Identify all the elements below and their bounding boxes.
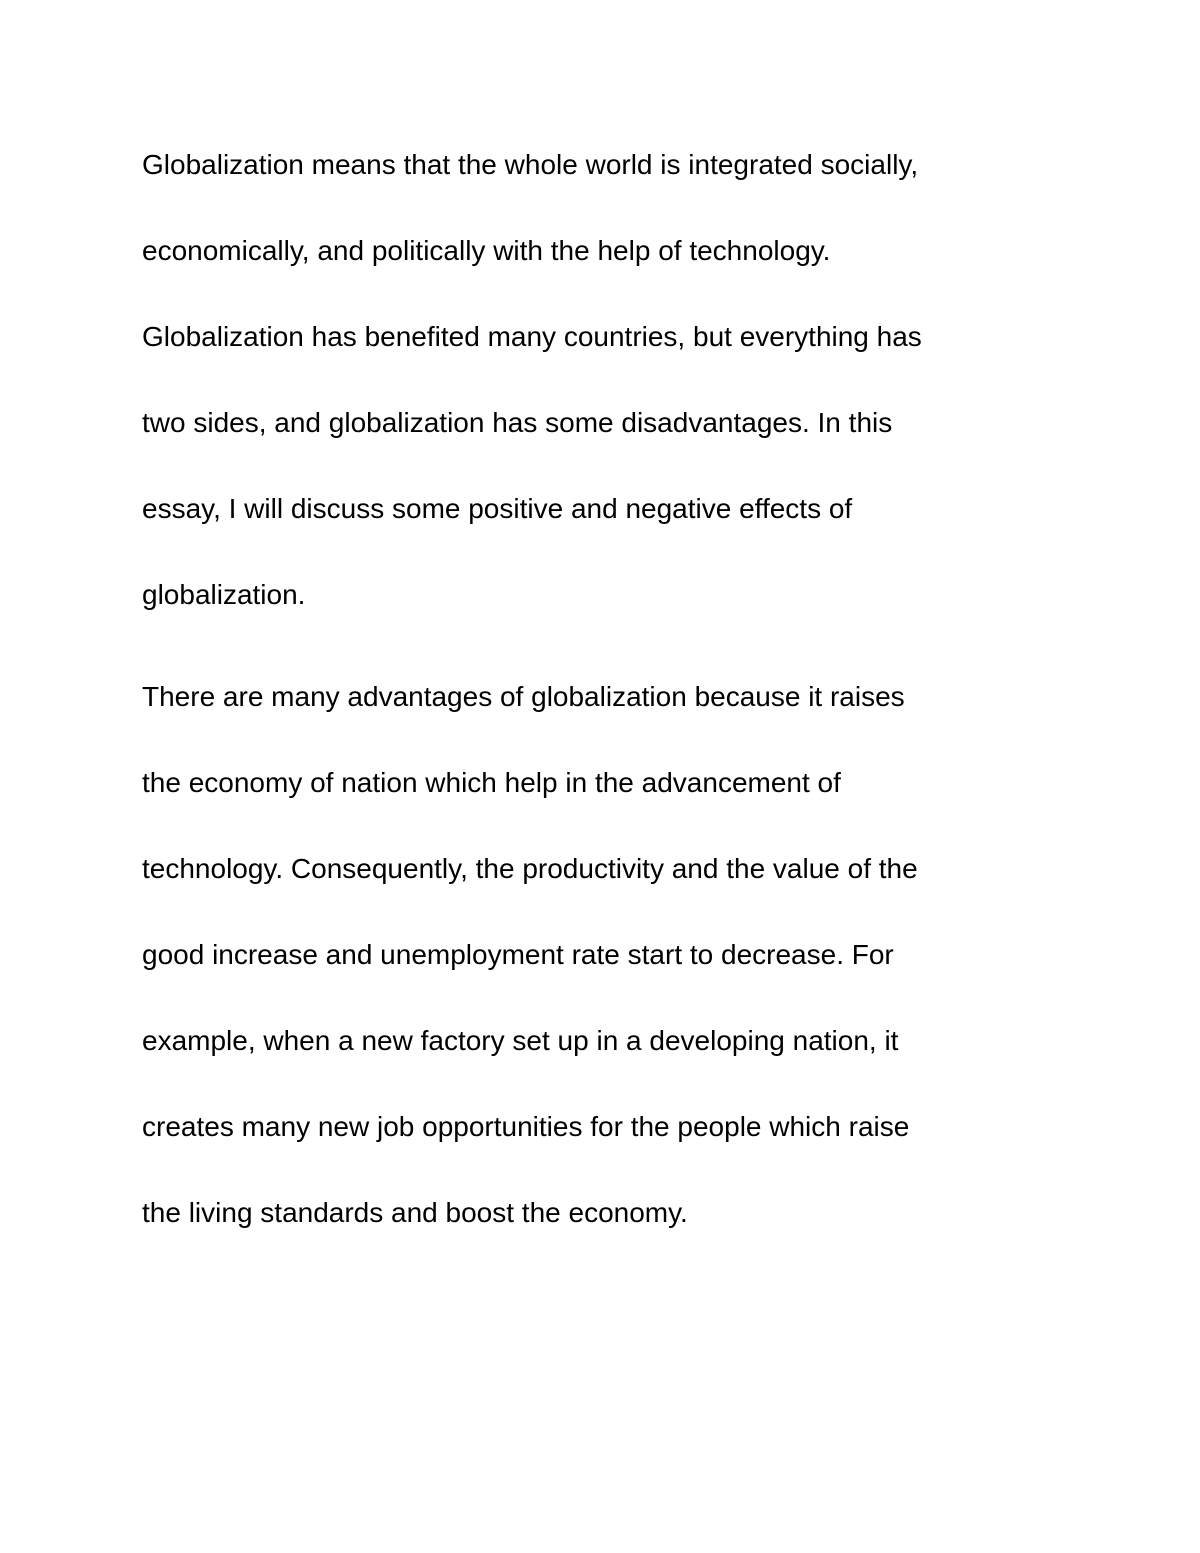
text-line: creates many new job opportunities for the people which raise [142,1111,910,1142]
text-line: economically, and politically with the help of technology. [142,235,831,266]
text-line: Globalization means that the whole world is integrated socially, [142,149,919,180]
text-line: good increase and unemployment rate start to decrease. For [142,939,894,970]
text-line: technology. Consequently, the productivity and the value of the [142,853,918,884]
text-line: the economy of nation which help in the advancement of [142,767,841,798]
text-line: example, when a new factory set up in a developing nation, it [142,1025,899,1056]
text-line: the living standards and boost the economy. [142,1197,688,1228]
text-line: essay, I will discuss some positive and negative effects of [142,493,853,524]
text-line: globalization. [142,579,306,610]
text-line: Globalization has benefited many countries, but everything has [142,321,922,352]
text-line: There are many advantages of globalization because it raises [142,681,905,712]
text-line: two sides, and globalization has some disadvantages. In this [142,407,893,438]
